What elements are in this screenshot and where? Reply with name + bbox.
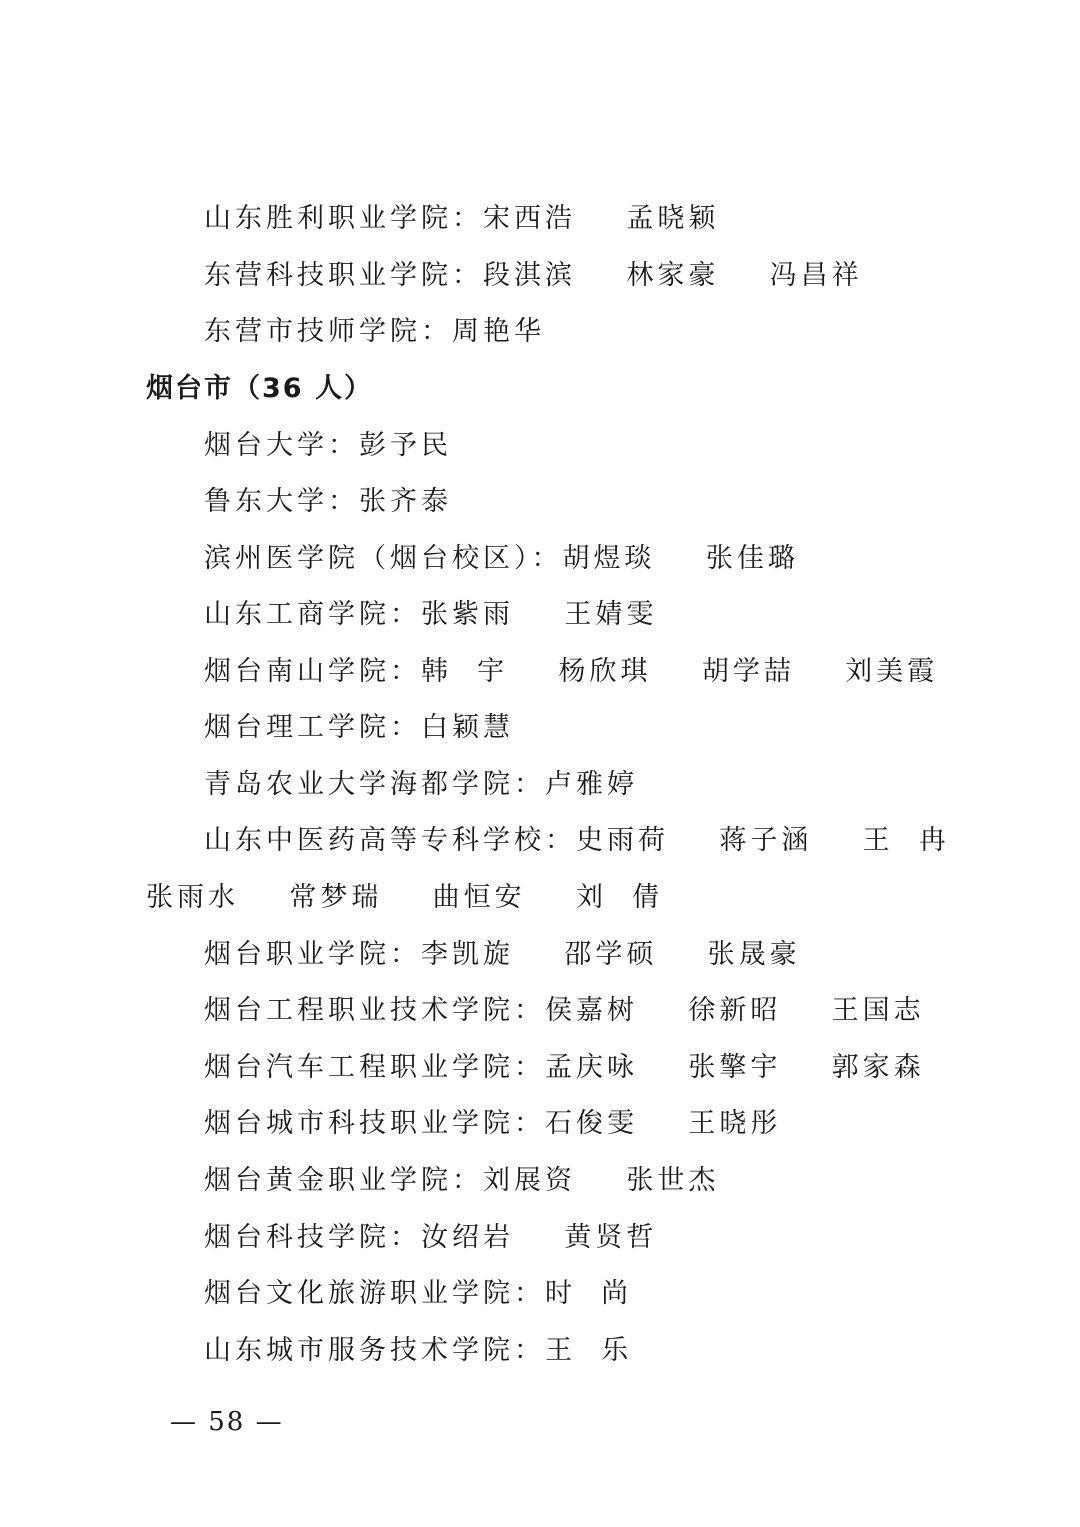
list-item: 山东工商学院：张紫雨 王婧雯 (204, 599, 658, 630)
list-item: 山东城市服务技术学院：王 乐 (204, 1335, 633, 1366)
list-item: 烟台南山学院：韩 宇 杨欣琪 胡学喆 刘美霞 (204, 656, 939, 687)
list-item-continuation: 张雨水 常梦瑞 曲恒安 刘 倩 (146, 882, 664, 913)
list-item: 山东胜利职业学院：宋西浩 孟晓颖 (204, 203, 720, 234)
list-item: 东营市技师学院：周艳华 (204, 316, 545, 347)
list-item: 东营科技职业学院：段淇滨 林家豪 冯昌祥 (204, 260, 863, 291)
section-heading: 烟台市（36 人） (146, 373, 373, 404)
list-item: 烟台城市科技职业学院：石俊雯 王晓彤 (204, 1108, 782, 1139)
list-item: 烟台汽车工程职业学院：孟庆咏 张擎宇 郭家森 (204, 1052, 925, 1083)
list-item: 烟台理工学院：白颖慧 (204, 712, 514, 743)
list-item: 烟台黄金职业学院：刘展资 张世杰 (204, 1165, 720, 1196)
list-item: 山东中医药高等专科学校：史雨荷 蒋子涵 王 冉 (204, 825, 950, 856)
list-item: 鲁东大学：张齐泰 (204, 486, 452, 517)
page-number: — 58 — (170, 1407, 284, 1437)
list-item: 烟台职业学院：李凯旋 邵学硕 张晟豪 (204, 939, 801, 970)
list-item: 烟台文化旅游职业学院：时 尚 (204, 1278, 633, 1309)
list-item: 烟台大学：彭予民 (204, 430, 452, 461)
list-item: 滨州医学院（烟台校区）：胡煜琰 张佳璐 (204, 543, 799, 574)
list-item: 烟台工程职业技术学院：侯嘉树 徐新昭 王国志 (204, 995, 925, 1026)
list-item: 烟台科技学院：汝绍岩 黄贤哲 (204, 1222, 658, 1253)
list-item: 青岛农业大学海都学院：卢雅婷 (204, 769, 638, 800)
